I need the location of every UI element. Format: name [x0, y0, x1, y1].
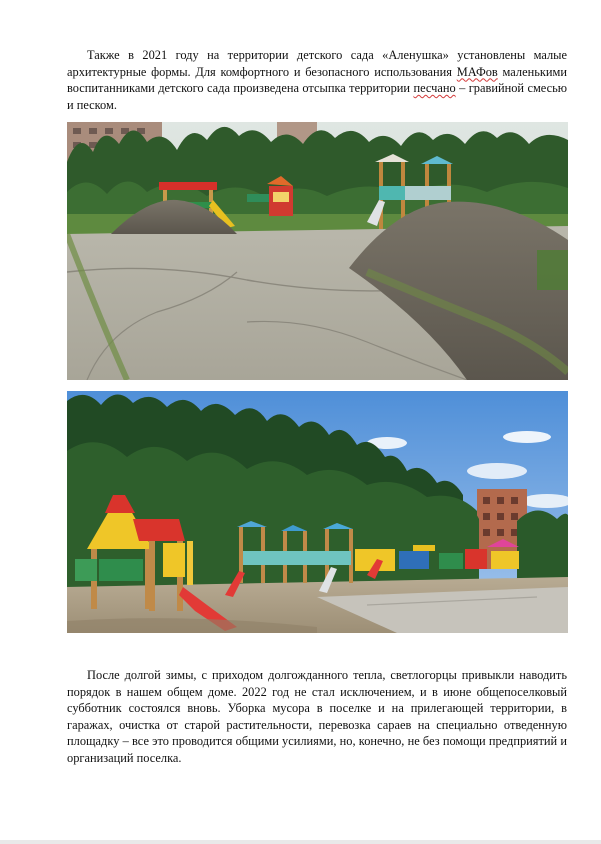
spellcheck-flagged-word[interactable]: МАФов: [456, 64, 498, 79]
paragraph-cleanup-day: После долгой зимы, с приходом долгожданного тепла, светлогорцы привыкли наводить порядок в нашем общем доме. 2022 год не стал исключением, и в июне общепоселковый субботник состоялся вновь. Уборка мусора в поселке и на прилегающей территории, в гаражах, очистка от старой растительности, перевозка сараев на специально отведенную площадку – все это проводится общими усилиями, но, конечно, не без помощи предприятий и организаций поселка.: [67, 668, 567, 765]
paragraph-playground-forms: [67, 47, 567, 113]
paragraph-text-1a: Также в 2021 году на территории детского сада «Аленушка» установлены малые архитектурные формы. Для комфортного и безопасного использования: [67, 48, 567, 79]
paragraph-text-1b: маленькими воспитанниками детского сада произведена отсыпка территории: [67, 64, 567, 95]
page-bottom-edge: [0, 840, 601, 844]
paragraph-text-1c: – гравийной смесью и песком.: [67, 81, 568, 112]
spellcheck-flagged-word[interactable]: песчано: [413, 81, 456, 95]
photo-gravel-piles-playground: [67, 122, 568, 380]
photo-finished-playground: [67, 391, 568, 633]
